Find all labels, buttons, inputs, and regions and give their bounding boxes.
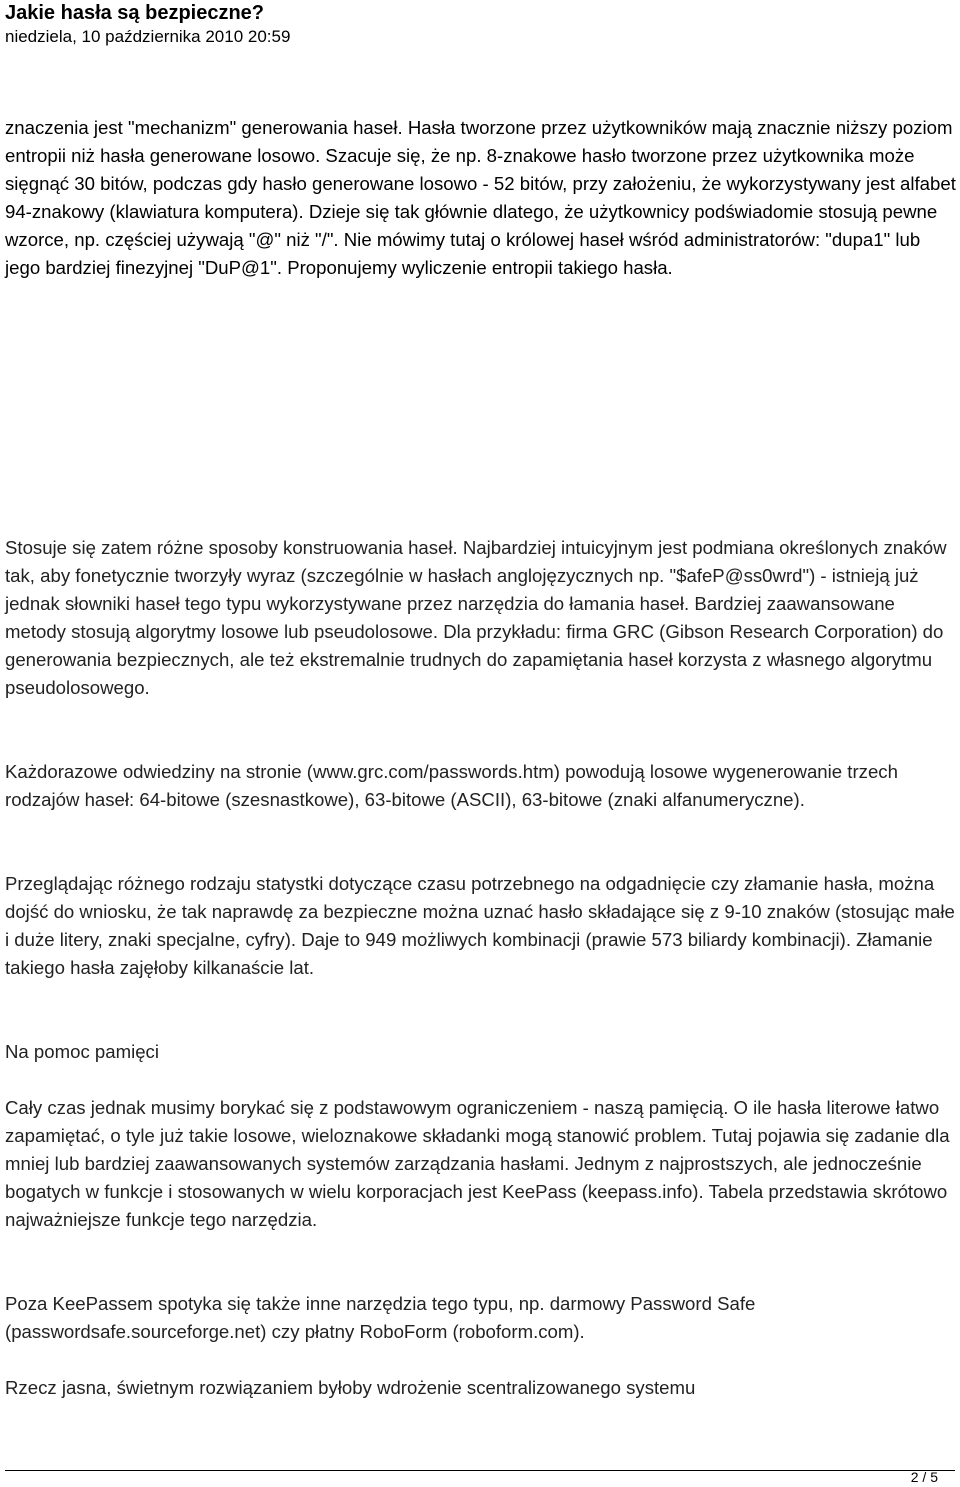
article-header — [5, 0, 290, 48]
paragraph-memory: Cały czas jednak musimy borykać się z podstawowym ograniczeniem - naszą pamięcią. O ile hasła literowe łatwo zapamiętać, o tyle już takie losowe, wieloznakowe składanki mogą stanowić problem. Tutaj pojawia się zadanie dla mniej lub bardziej zaawansowanych systemów zarządzania hasłami. Jednym z najprostszych, ale jednocześnie bogatych w funkcje i stosowanych w wielu korporacjach jest KeePass (keepass.info). Tabela przedstawia skrótowo najważniejsze funkcje tego narzędzia. — [5, 1097, 950, 1230]
paragraph-grc: Każdorazowe odwiedziny na stronie (www.grc.com/passwords.htm) powodują losowe wygenerowanie trzech rodzajów haseł: 64-bitowe (szesnastkowe), 63-bitowe (ASCII), 63-bitowe (znaki alfanumeryczne). — [5, 761, 898, 810]
paragraph-password-methods: Stosuje się zatem różne sposoby konstruowania haseł. Najbardziej intuicyjnym jest podmiana określonych znaków tak, aby fonetycznie tworzyły wyraz (szczególnie w hasłach anglojęzycznych np. "$afeP@ss0wrd") - istnieją już jednak słowniki haseł tego typu wykorzystywane przez narzędzia do łamania haseł. Bardziej zaawansowane metody stosują algorytmy losowe lub pseudolosowe. Dla przykładu: firma GRC (Gibson Research Corporation) do generowania bezpiecznych, ale też ekstremalnie trudnych do zapamiętania haseł korzysta z własnego algorytmu pseudolosowego. — [5, 537, 947, 698]
page-number: 2 / 5 — [910, 1469, 938, 1485]
paragraph-other-tools: Poza KeePassem spotyka się także inne narzędzia tego typu, np. darmowy Password Safe (passwordsafe.sourceforge.net) czy płatny RoboForm (roboform.com). — [5, 1293, 756, 1342]
paragraph-entropy: znaczenia jest "mechanizm" generowania haseł. Hasła tworzone przez użytkowników mają znacznie niższy poziom entropii niż hasła generowane losowo. Szacuje się, że np. 8-znakowe hasło tworzone przez użytkownika może sięgnąć 30 bitów, podczas gdy hasło generowane losowo - 52 bitów, przy założeniu, że wykorzystywany jest alfabet 94-znakowy (klawiatura komputera). Dzieje się tak głównie dlatego, że użytkownicy podświadomie stosują pewne wzorce, np. częściej używają "@" niż "/". Nie mówimy tutaj o królowej haseł wśród administratorów: "dupa1" lub jego bardziej finezyjnej "DuP@1". Proponujemy wyliczenie entropii takiego hasła. — [5, 117, 956, 278]
paragraph-statistics: Przeglądając różnego rodzaju statystki dotyczące czasu potrzebnego na odgadnięcie czy złamanie hasła, można dojść do wniosku, że tak naprawdę za bezpieczne można uznać hasło składające się z 9-10 znaków (stosując małe i duże litery, znaki specjalne, cyfry). Daje to 949 możliwych kombinacji (prawie 573 biliardy kombinacji). Złamanie takiego hasła zajęłoby kilkanaście lat. — [5, 873, 955, 978]
article-title: Jakie hasła są bezpieczne? — [5, 2, 265, 24]
section-heading: Na pomoc pamięci — [5, 1041, 159, 1062]
footer-divider — [5, 1470, 955, 1471]
paragraph-central-system: Rzecz jasna, świetnym rozwiązaniem byłoby wdrożenie scentralizowanego systemu — [5, 1377, 696, 1398]
article-date: niedziela, 10 października 2010 20:59 — [5, 27, 291, 46]
